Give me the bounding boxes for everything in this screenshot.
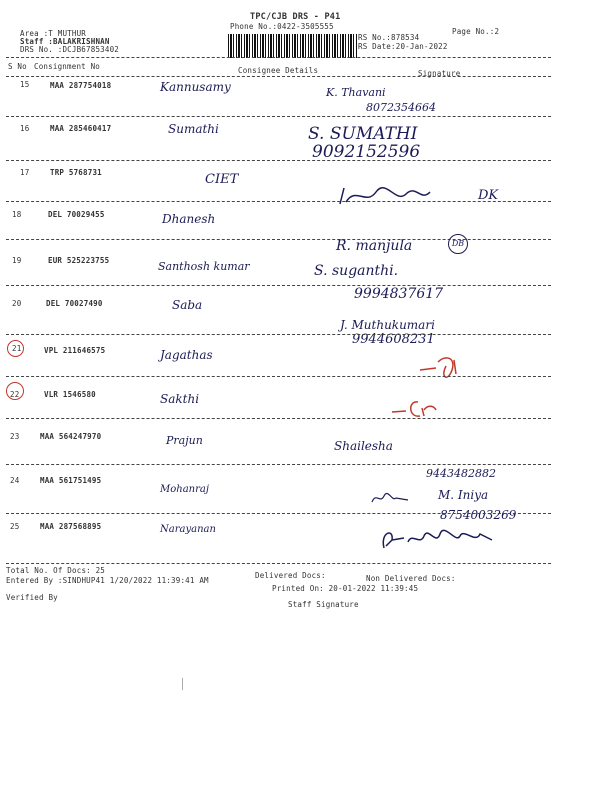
row-signature-phone: 9994837617 — [354, 286, 444, 302]
row-signature: J. Muthukumari — [340, 318, 435, 332]
divider — [6, 239, 551, 240]
col-header-signature: Signature — [418, 69, 461, 78]
row-consignment: VPL 211646575 — [44, 346, 106, 355]
row-sno: 16 — [20, 124, 30, 133]
drs-number: DRS No. :DCJB67853402 — [20, 45, 120, 54]
divider — [6, 418, 551, 419]
delivered-docs: Delivered Docs: — [255, 571, 326, 580]
row-consignment: DEL 70027490 — [46, 299, 103, 308]
row-signature-phone: 9092152596 — [312, 142, 421, 162]
row-signature: M. Iniya — [438, 488, 489, 502]
row-consignee-name: Dhanesh — [162, 212, 216, 226]
row-sno: 15 — [20, 80, 30, 89]
phone-number: Phone No.:0422-3505555 — [230, 22, 334, 31]
divider — [6, 563, 551, 564]
divider — [6, 201, 551, 202]
row-signature: S. SUMATHI — [308, 124, 418, 144]
row-signature-phone: 9944608231 — [352, 332, 435, 347]
row-consignment: MAA 285460417 — [50, 124, 112, 133]
divider — [6, 464, 551, 465]
col-header-consignment: Consignment No — [34, 62, 101, 71]
rs-number: RS No.:878534 — [358, 33, 420, 42]
row-consignee-name: Sumathi — [168, 122, 219, 136]
row-consignee-name: Saba — [172, 298, 203, 312]
row-sno: 18 — [12, 210, 22, 219]
verified-by: Verified By — [6, 593, 58, 602]
row-consignment: VLR 1546580 — [44, 390, 96, 399]
divider — [6, 57, 551, 58]
row-consignee-name: Kannusamy — [160, 80, 231, 94]
row-signature: S. suganthi. — [314, 263, 399, 279]
row-consignment: MAA 561751495 — [40, 476, 102, 485]
red-pen-mark — [416, 352, 476, 382]
area-label: Area :T MUTHUR — [20, 29, 87, 38]
col-header-consignee: Consignee Details — [238, 66, 319, 75]
row-sno: 25 — [10, 522, 20, 531]
divider — [6, 513, 551, 514]
row-consignee-name: CIET — [205, 172, 239, 187]
staff-signature: Staff Signature — [288, 600, 359, 609]
total-docs: Total No. Of Docs: 25 — [6, 566, 106, 575]
row-consignee-name: Sakthi — [160, 392, 200, 406]
row-consignment: DEL 70029455 — [48, 210, 105, 219]
row-signature-phone-top: 9443482882 — [426, 467, 496, 480]
staff-label: Staff :BALAKRISHNAN — [20, 37, 110, 46]
row-consignment: TRP 5768731 — [50, 168, 102, 177]
row-sno: 21 — [12, 344, 22, 353]
row-signature-phone: 8754003269 — [440, 508, 517, 522]
divider — [6, 116, 551, 117]
row-sno: 20 — [12, 299, 22, 308]
divider — [6, 285, 551, 286]
row-consignment: MAA 287568895 — [40, 522, 102, 531]
row-sno: 17 — [20, 168, 30, 177]
divider — [6, 76, 551, 77]
row-consignee-name: Narayanan — [160, 524, 216, 535]
row-consignment: MAA 287754018 — [50, 81, 112, 90]
row-signature: K. Thavani — [326, 86, 386, 99]
document-title: TPC/CJB DRS - P41 — [250, 12, 341, 22]
row-consignee-name: Jagathas — [160, 348, 213, 362]
col-header-sno: S No — [8, 62, 27, 71]
row-signature-phone: 8072354664 — [366, 101, 436, 114]
printed-on: Printed On: 20-01-2022 11:39:45 — [272, 584, 419, 593]
row-signature: R. manjula — [336, 238, 413, 254]
entered-by: Entered By :SINDHUP41 1/20/2022 11:39:41 AM — [6, 576, 209, 585]
row-sno: 23 — [10, 432, 20, 441]
row-sno: 24 — [10, 476, 20, 485]
page-number: Page No.:2 — [452, 27, 500, 36]
scan-speck — [182, 678, 183, 690]
barcode-image — [228, 34, 358, 58]
row-consignment: MAA 564247970 — [40, 432, 102, 441]
non-delivered-docs: Non Delivered Docs: — [366, 574, 456, 583]
divider — [6, 160, 551, 161]
row-consignee-name: Mohanraj — [160, 484, 209, 495]
divider — [6, 376, 551, 377]
rs-date: RS Date:20-Jan-2022 — [358, 42, 448, 51]
initials-stamp: DB — [448, 234, 468, 254]
mark-initials: DK — [478, 188, 499, 203]
handwritten-signature — [380, 526, 500, 554]
row-consignment: EUR 525223755 — [48, 256, 110, 265]
row-consignee-name: Santhosh kumar — [158, 260, 250, 273]
row-consignee-name: Prajun — [166, 434, 203, 447]
handwritten-signature — [336, 184, 436, 208]
row-sno: 19 — [12, 256, 22, 265]
divider — [6, 334, 551, 335]
handwritten-signature — [370, 490, 410, 506]
row-sno: 22 — [10, 390, 20, 399]
row-signature: Shailesha — [334, 439, 393, 453]
